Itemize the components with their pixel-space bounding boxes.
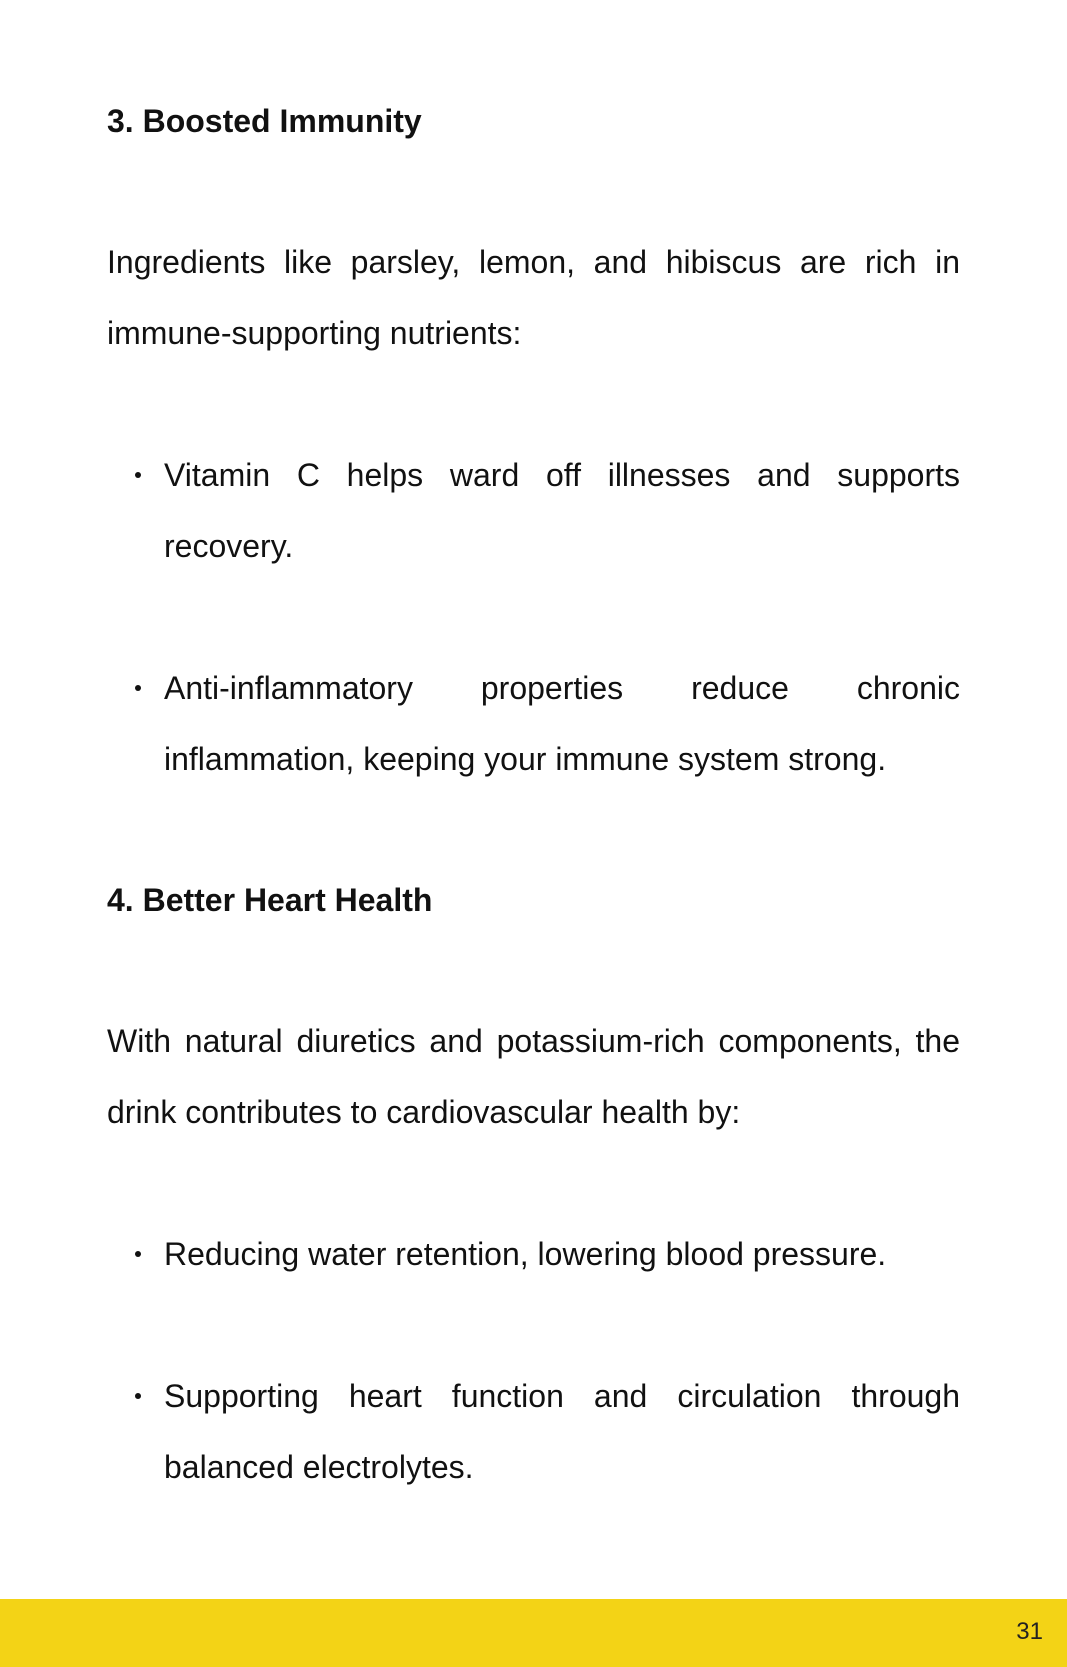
bullet-icon <box>135 1393 141 1399</box>
bullet-icon <box>135 1251 141 1257</box>
list-item-text: Vitamin C helps ward off illnesses and supports recovery. <box>164 457 960 564</box>
page-number: 31 <box>1016 1618 1043 1645</box>
section-intro-immunity: Ingredients like parsley, lemon, and hibiscus are rich in immune-supporting nutrients: <box>107 244 960 351</box>
section-heading-boosted-immunity: 3. Boosted Immunity <box>107 103 422 139</box>
bullet-icon <box>135 472 141 478</box>
list-item-text: Anti-inflammatory properties reduce chronic inflammation, keeping your immune system strong. <box>164 670 960 777</box>
footer-bar <box>0 1599 1067 1667</box>
bullet-icon <box>135 685 141 691</box>
section-heading-better-heart-health: 4. Better Heart Health <box>107 882 433 918</box>
list-item-text: Reducing water retention, lowering blood pressure. <box>164 1236 887 1272</box>
list-item-text: Supporting heart function and circulation through balanced electrolytes. <box>164 1378 960 1485</box>
section-intro-heart: With natural diuretics and potassium-rich components, the drink contributes to cardiovascular health by: <box>107 1023 960 1130</box>
